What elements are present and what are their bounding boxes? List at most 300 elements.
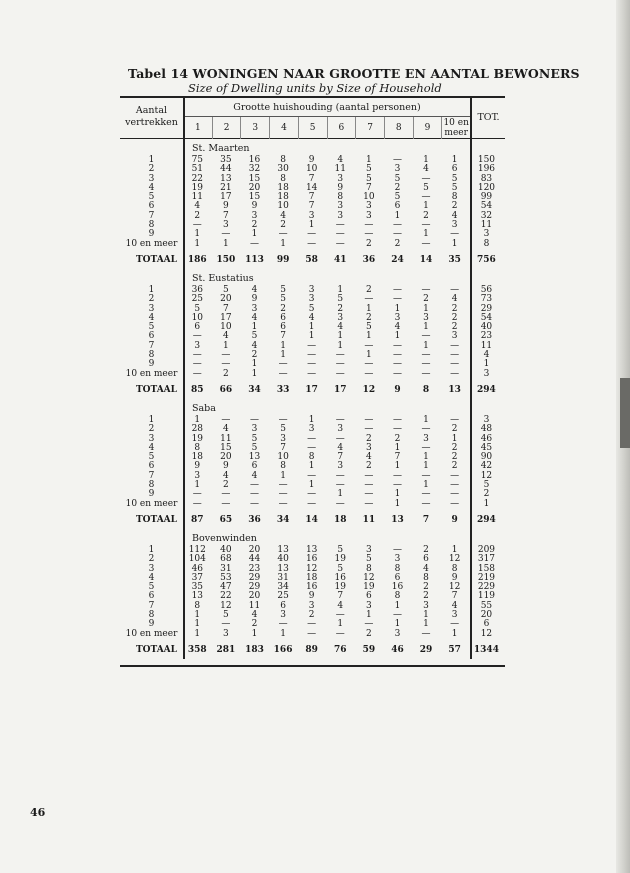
- table-section: [120, 529, 505, 659]
- table-cell: 7: [394, 452, 401, 463]
- table-cell: 11: [191, 192, 204, 203]
- table-cell: 1: [394, 210, 401, 221]
- table-cell: —: [221, 414, 231, 425]
- dwelling-table: [120, 96, 505, 667]
- column-header: 9: [413, 117, 442, 139]
- row-label: 2: [148, 164, 155, 175]
- row-label: 9: [148, 619, 155, 630]
- total-row-label: TOTAAL: [135, 644, 177, 655]
- row-total-cell: 6: [483, 619, 490, 630]
- table-cell: —: [392, 229, 402, 240]
- column-header: 6: [327, 117, 356, 139]
- table-cell: 4: [423, 164, 429, 175]
- table-cell: 25: [191, 294, 204, 305]
- table-cell: —: [364, 619, 374, 630]
- total-row: [120, 379, 505, 399]
- table-cell: 2: [451, 201, 458, 212]
- table-cell: 20: [220, 294, 232, 305]
- total-cell: 11: [362, 514, 376, 525]
- table-cell: 1: [194, 609, 201, 620]
- total-cell: 17: [334, 384, 347, 395]
- table-cell: 1: [308, 220, 315, 231]
- table-cell: 4: [251, 284, 258, 295]
- table-cell: 35: [191, 582, 204, 593]
- table-cell: 2: [365, 312, 372, 323]
- table-cell: 25: [277, 591, 289, 602]
- total-cell: 113: [245, 254, 264, 265]
- row-label: 6: [148, 461, 155, 472]
- table-cell: —: [249, 414, 259, 425]
- row-label: 1: [148, 284, 155, 295]
- row-label: 7: [148, 340, 155, 351]
- row-total-cell: 90: [480, 452, 493, 463]
- table-cell: 1: [251, 322, 258, 333]
- table-cell: 44: [248, 554, 261, 565]
- table-cell: 12: [220, 600, 232, 611]
- row-label: 8: [148, 480, 155, 491]
- table-cell: 13: [191, 591, 204, 602]
- total-cell: 166: [273, 644, 293, 655]
- row-total-cell: 1: [483, 359, 490, 370]
- table-cell: 1: [337, 284, 344, 295]
- table-cell: 68: [220, 554, 232, 565]
- total-cell: 9: [394, 384, 401, 395]
- row-label: 5: [148, 322, 155, 333]
- total-cell: 34: [248, 384, 261, 395]
- table-cell: 5: [280, 284, 286, 295]
- table-cell: —: [221, 489, 231, 500]
- grand-total-cell: 294: [477, 514, 496, 525]
- table-cell: 8: [280, 173, 286, 184]
- column-header: 4: [269, 117, 298, 139]
- table-cell: —: [421, 628, 431, 639]
- row-label: 10 en meer: [125, 498, 178, 509]
- table-cell: 22: [191, 173, 204, 184]
- table-cell: —: [421, 470, 431, 481]
- table-cell: 3: [308, 210, 315, 221]
- table-cell: —: [192, 220, 202, 231]
- table-cell: —: [335, 470, 345, 481]
- table-cell: 3: [337, 424, 344, 435]
- table-cell: 7: [337, 452, 344, 463]
- table-cell: —: [392, 340, 402, 351]
- table-cell: 6: [194, 322, 201, 333]
- row-label: 3: [148, 173, 155, 184]
- table-cell: 19: [363, 582, 375, 593]
- table-cell: —: [249, 489, 259, 500]
- table-cell: 2: [394, 433, 401, 444]
- row-label: 4: [148, 572, 155, 583]
- table-cell: 15: [248, 173, 261, 184]
- table-cell: 53: [220, 572, 232, 583]
- row-total-cell: 46: [480, 433, 493, 444]
- table-cell: —: [364, 489, 374, 500]
- table-cell: 9: [194, 461, 201, 472]
- table-row: [120, 500, 505, 509]
- table-cell: 75: [191, 155, 204, 165]
- table-cell: —: [392, 609, 402, 620]
- table-cell: 1: [423, 452, 429, 463]
- table-cell: 2: [365, 433, 372, 444]
- column-header: 1: [194, 123, 201, 133]
- table-cell: —: [278, 368, 288, 379]
- table-cell: 3: [365, 201, 372, 212]
- row-label: 9: [148, 489, 155, 500]
- table-cell: 9: [451, 572, 458, 583]
- section-name: St. Eustatius: [192, 272, 254, 284]
- total-cell: 8: [422, 384, 430, 395]
- table-cell: —: [335, 414, 345, 425]
- table-cell: 2: [251, 350, 258, 361]
- table-cell: 3: [280, 609, 286, 620]
- table-cell: —: [364, 498, 374, 509]
- table-cell: 8: [394, 563, 401, 574]
- table-cell: 7: [451, 591, 458, 602]
- table-cell: 8: [423, 572, 429, 583]
- table-cell: 6: [280, 312, 286, 323]
- table-cell: 9: [251, 201, 258, 212]
- table-cell: 5: [365, 173, 372, 184]
- table-cell: 10: [363, 192, 375, 203]
- table-cell: 16: [391, 582, 404, 593]
- column-header: 10 en meer: [441, 117, 470, 139]
- table-cell: —: [392, 350, 402, 361]
- table-cell: 5: [451, 173, 458, 184]
- row-label: 8: [148, 350, 155, 361]
- table-cell: 3: [394, 628, 401, 639]
- table-cell: 7: [337, 591, 344, 602]
- table-cell: 2: [365, 284, 372, 295]
- table-cell: 2: [423, 294, 429, 305]
- table-cell: 18: [191, 452, 204, 463]
- total-cell: 18: [334, 514, 347, 525]
- total-row-label: TOTAAL: [135, 254, 177, 265]
- table-cell: 8: [394, 591, 401, 602]
- table-cell: —: [335, 498, 345, 509]
- row-total-cell: 2: [483, 489, 490, 500]
- table-cell: —: [278, 359, 288, 370]
- table-cell: 1: [365, 609, 372, 620]
- table-cell: 8: [451, 563, 458, 574]
- table-cell: —: [421, 424, 431, 435]
- row-label: 1: [148, 414, 155, 425]
- table-cell: 17: [220, 192, 232, 203]
- table-cell: 3: [280, 433, 286, 444]
- table-cell: —: [364, 229, 374, 240]
- row-label: 6: [148, 591, 155, 602]
- table-cell: 1: [337, 489, 344, 500]
- row-header-label: Aantal vertrekken: [125, 105, 178, 128]
- table-cell: —: [307, 498, 317, 509]
- row-total-cell: 54: [480, 312, 493, 323]
- table-cell: —: [450, 498, 460, 509]
- table-cell: —: [278, 480, 288, 491]
- table-cell: 3: [223, 220, 229, 231]
- table-cell: —: [421, 359, 431, 370]
- table-cell: 1: [394, 331, 401, 342]
- table-cell: 3: [251, 303, 258, 314]
- row-total-cell: 11: [480, 220, 493, 231]
- table-cell: 3: [337, 201, 344, 212]
- table-cell: —: [278, 498, 288, 509]
- table-cell: —: [335, 480, 345, 491]
- table-cell: —: [450, 340, 460, 351]
- table-cell: 2: [451, 322, 458, 333]
- table-cell: 1: [280, 628, 286, 639]
- table-cell: 4: [223, 470, 229, 481]
- table-cell: 1: [280, 350, 286, 361]
- table-cell: 12: [448, 582, 461, 593]
- total-cell: 33: [276, 384, 290, 395]
- table-cell: 1: [423, 155, 429, 165]
- table-cell: 3: [337, 312, 344, 323]
- table-cell: 1: [308, 480, 315, 491]
- table-cell: 23: [248, 563, 261, 574]
- table-cell: 9: [251, 294, 258, 305]
- table-cell: 8: [365, 563, 372, 574]
- table-cell: 1: [194, 619, 201, 630]
- table-cell: —: [421, 442, 431, 453]
- grand-total-cell: 294: [477, 384, 496, 395]
- table-cell: 44: [220, 164, 232, 175]
- table-cell: 22: [220, 591, 232, 602]
- row-label: 3: [148, 433, 155, 444]
- table-cell: —: [335, 368, 345, 379]
- row-total-cell: 29: [480, 303, 493, 314]
- table-cell: 18: [277, 182, 289, 193]
- table-cell: —: [335, 238, 345, 249]
- table-cell: 1: [423, 322, 429, 333]
- table-cell: 1: [251, 229, 258, 240]
- table-cell: —: [307, 470, 317, 481]
- table-cell: 5: [223, 609, 229, 620]
- table-cell: 7: [308, 201, 315, 212]
- grand-total-cell: 756: [477, 254, 496, 265]
- table-cell: 12: [305, 563, 318, 574]
- table-cell: 4: [337, 600, 344, 611]
- table-cell: 1: [337, 331, 344, 342]
- table-cell: —: [307, 350, 317, 361]
- table-cell: 4: [223, 331, 229, 342]
- table-cell: 4: [337, 322, 344, 333]
- table-cell: 2: [337, 303, 344, 314]
- table-cell: 10: [220, 322, 232, 333]
- row-total-cell: 219: [477, 572, 496, 583]
- section-name: Bovenwinden: [192, 532, 257, 544]
- table-cell: 17: [220, 312, 232, 323]
- table-cell: 5: [365, 322, 372, 333]
- total-cell: 13: [448, 384, 461, 395]
- row-total-cell: 12: [480, 470, 493, 481]
- table-cell: —: [335, 609, 345, 620]
- table-cell: —: [421, 368, 431, 379]
- total-row: [120, 509, 505, 529]
- total-cell: 76: [334, 644, 347, 655]
- table-cell: 7: [308, 173, 315, 184]
- table-cell: 10: [277, 452, 289, 463]
- table-cell: 104: [188, 554, 206, 565]
- table-cell: 1: [223, 238, 229, 249]
- table-cell: 7: [280, 331, 286, 342]
- table-cell: —: [392, 294, 402, 305]
- table-row: [120, 630, 505, 639]
- table-cell: —: [221, 359, 231, 370]
- table-cell: —: [307, 340, 317, 351]
- row-label: 5: [148, 582, 155, 593]
- total-column-label: TOT.: [477, 112, 500, 123]
- total-cell: 35: [448, 254, 461, 265]
- row-label: 6: [148, 201, 155, 212]
- table-cell: —: [421, 489, 431, 500]
- row-total-cell: 11: [480, 340, 493, 351]
- table-cell: 19: [334, 582, 346, 593]
- table-cell: 2: [365, 461, 372, 472]
- table-cell: 4: [337, 155, 344, 165]
- table-cell: 2: [451, 442, 458, 453]
- table-cell: 3: [251, 210, 258, 221]
- column-header: 8: [384, 117, 413, 139]
- table-cell: —: [392, 480, 402, 491]
- table-cell: 1: [308, 414, 315, 425]
- table-cell: 5: [194, 303, 201, 314]
- table-cell: —: [392, 359, 402, 370]
- table-cell: —: [192, 359, 202, 370]
- row-label: 10 en meer: [125, 238, 178, 249]
- total-row-label: TOTAAL: [135, 514, 177, 525]
- table-cell: 8: [451, 192, 458, 203]
- table-cell: 3: [365, 442, 372, 453]
- table-cell: 5: [451, 182, 458, 193]
- table-cell: 7: [365, 182, 372, 193]
- row-total-cell: 158: [477, 563, 496, 574]
- table-cell: —: [450, 489, 460, 500]
- grand-total-cell: 1344: [473, 644, 499, 655]
- table-cell: —: [364, 359, 374, 370]
- table-cell: 1: [223, 340, 229, 351]
- table-cell: 2: [223, 368, 229, 379]
- column-divider: [183, 96, 185, 659]
- table-cell: —: [421, 331, 431, 342]
- total-cell: 186: [187, 254, 207, 265]
- table-cell: 6: [280, 600, 286, 611]
- row-total-cell: 229: [477, 582, 496, 593]
- table-cell: —: [450, 284, 460, 295]
- total-cell: 87: [191, 514, 204, 525]
- table-cell: 6: [423, 554, 429, 565]
- row-total-cell: 4: [483, 350, 490, 361]
- column-header: 5: [298, 117, 327, 139]
- table-cell: 3: [451, 331, 458, 342]
- table-header: [120, 96, 505, 139]
- table-cell: —: [192, 489, 202, 500]
- total-cell: 24: [391, 254, 404, 265]
- table-cell: —: [421, 238, 431, 249]
- table-cell: 4: [451, 294, 458, 305]
- table-cell: 3: [337, 210, 344, 221]
- total-cell: 12: [362, 384, 376, 395]
- table-cell: 1: [423, 619, 429, 630]
- table-cell: 2: [365, 628, 372, 639]
- table-cell: —: [392, 414, 402, 425]
- table-cell: 13: [277, 544, 289, 555]
- table-cell: 6: [251, 461, 258, 472]
- row-total-cell: 54: [480, 201, 493, 212]
- total-cell: 14: [419, 254, 433, 265]
- table-cell: 1: [423, 340, 429, 351]
- table-cell: 2: [451, 461, 458, 472]
- table-cell: —: [392, 220, 402, 231]
- total-cell: 150: [216, 254, 236, 265]
- table-cell: 51: [191, 164, 204, 175]
- table-cell: 12: [363, 572, 375, 583]
- table-cell: —: [392, 424, 402, 435]
- table-cell: 5: [223, 284, 229, 295]
- table-cell: 5: [394, 192, 401, 203]
- table-cell: 31: [220, 563, 232, 574]
- total-cell: 66: [219, 384, 233, 395]
- table-cell: 1: [423, 414, 429, 425]
- total-cell: 13: [391, 514, 404, 525]
- table-cell: —: [335, 628, 345, 639]
- table-cell: 6: [394, 201, 401, 212]
- table-cell: —: [364, 294, 374, 305]
- table-cell: 4: [337, 442, 344, 453]
- table-cell: —: [364, 470, 374, 481]
- table-cell: 13: [277, 563, 289, 574]
- table-cell: —: [364, 368, 374, 379]
- table-cell: 29: [248, 572, 261, 583]
- table-cell: —: [278, 414, 288, 425]
- table-cell: —: [364, 480, 374, 491]
- table-cell: 1: [308, 322, 315, 333]
- row-label: 4: [148, 182, 155, 193]
- table-cell: 13: [220, 173, 232, 184]
- total-row: [120, 249, 505, 269]
- table-cell: 1: [394, 619, 401, 630]
- row-total-cell: 83: [480, 173, 493, 184]
- table-cell: 3: [337, 461, 344, 472]
- table-cell: 16: [305, 582, 318, 593]
- total-cell: 29: [419, 644, 433, 655]
- row-label: 5: [148, 452, 155, 463]
- table-cell: 3: [365, 210, 372, 221]
- table-row: [120, 370, 505, 379]
- table-cell: 4: [394, 322, 401, 333]
- table-cell: 16: [248, 155, 261, 165]
- table-cell: 3: [394, 164, 401, 175]
- table-cell: 31: [277, 572, 289, 583]
- row-label: 2: [148, 554, 155, 565]
- column-header: 2: [212, 117, 241, 139]
- table-cell: 2: [451, 303, 458, 314]
- row-label: 7: [148, 470, 155, 481]
- table-subtitle: Size of Dwelling units by Size of Household: [188, 81, 442, 95]
- table-cell: 5: [280, 424, 286, 435]
- table-cell: —: [307, 619, 317, 630]
- row-total-cell: 5: [483, 480, 490, 491]
- table-cell: —: [335, 229, 345, 240]
- table-cell: 1: [194, 238, 201, 249]
- table-cell: 14: [305, 182, 318, 193]
- table-cell: 1: [251, 368, 258, 379]
- row-total-cell: 99: [480, 192, 493, 203]
- table-cell: 13: [305, 544, 318, 555]
- table-cell: 1: [194, 229, 201, 240]
- table-cell: 1: [308, 461, 315, 472]
- column-divider: [470, 96, 472, 659]
- table-cell: 35: [220, 155, 232, 165]
- table-cell: 9: [337, 182, 344, 193]
